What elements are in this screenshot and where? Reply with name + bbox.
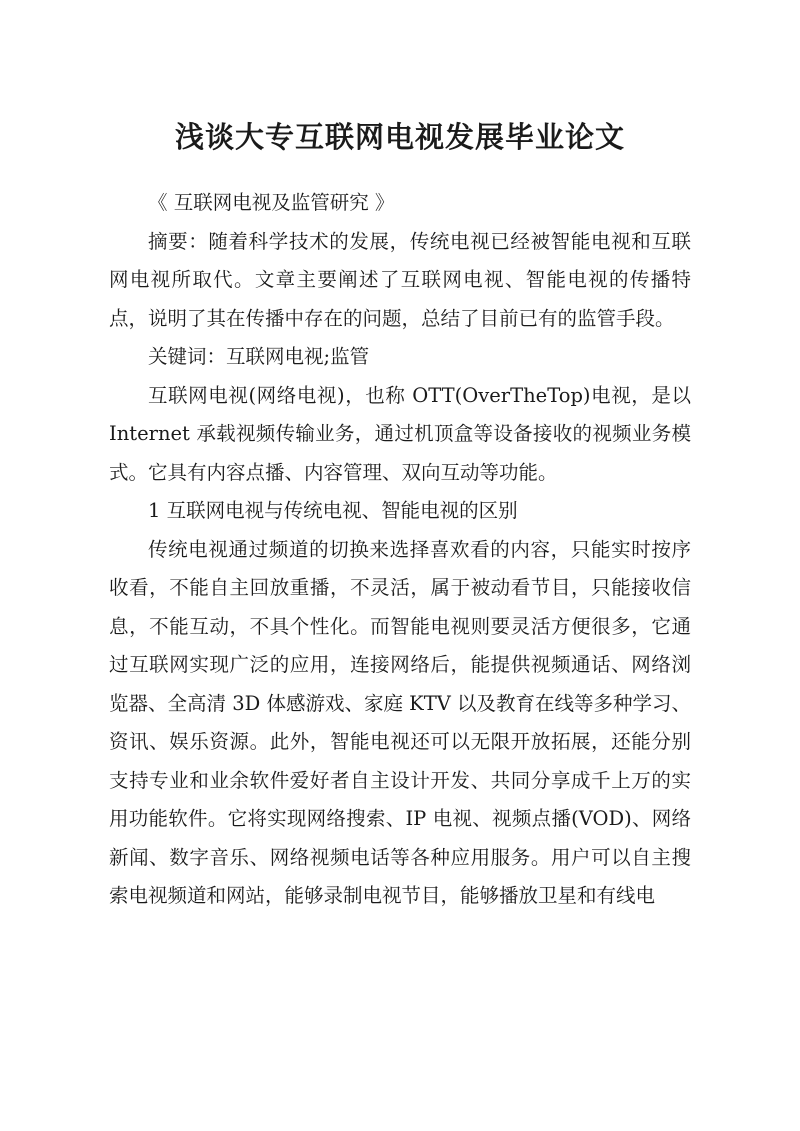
abstract-paragraph: 摘要：随着科学技术的发展，传统电视已经被智能电视和互联网电视所取代。文章主要阐述了互联网电视、智能电视的传播特点，说明了其在传播中存在的问题，总结了目前已有的监管手段。 [109,229,691,330]
document-title: 浅谈大专互联网电视发展毕业论文 [174,120,625,155]
section-body-paragraph: 传统电视通过频道的切换来选择喜欢看的内容，只能实时按序收看，不能自主回放重播，不灵活，属于被动看节目，只能接收信息，不能互动，不具个性化。而智能电视则要灵活方便很多，它通过互联网实现广泛的应用，连接网络后，能提供视频通话、网络浏览器、全高清 3D 体感游戏、家庭 KTV 以及教育在线等多种学习、资讯、娱乐资源。此外，智能电视还可以无限开放拓展，还能分别支持专业和业余软件爱好者自主设计开发、共同分享成千上万的实用功能软件。它将实现网络搜索、IP 电视、视频点播(VOD)、网络新闻、数字音乐、网络视频电话等各种应用服务。用户可以自主搜索电视频道和网站，能够录制电视节目，能够播放卫星和有线电 [109,537,691,907]
keywords-paragraph: 关键词：互联网电视;监管 [148,345,370,368]
section-heading: 1 互联网电视与传统电视、智能电视的区别 [148,499,518,522]
subtitle-paragraph: 《 互联网电视及监管研究 》 [148,191,395,214]
intro-paragraph: 互联网电视(网络电视)，也称 OTT(OverTheTop)电视，是以 Internet 承载视频传输业务，通过机顶盒等设备接收的视频业务模式。它具有内容点播、内容管理、双向互动等功能。 [109,383,691,484]
document-body [109,184,691,916]
